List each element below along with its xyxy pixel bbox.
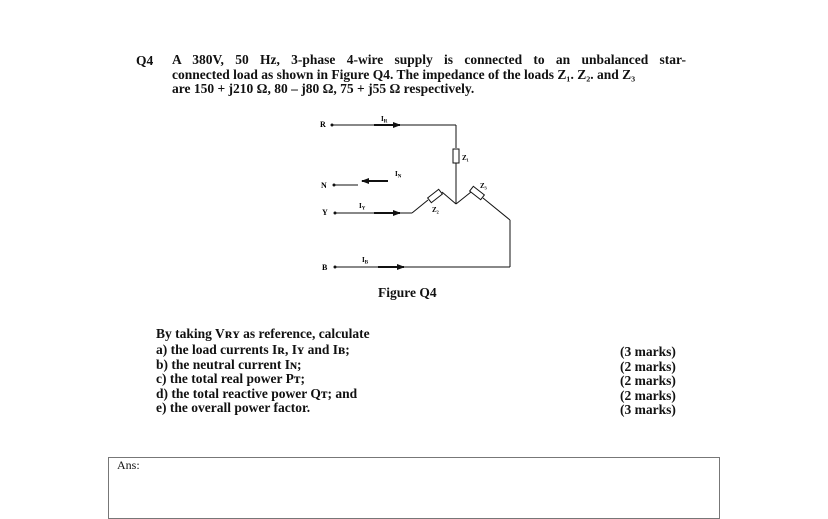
- load-z2-resistor: [428, 189, 443, 202]
- current-y-label: $I_Y$: [359, 202, 366, 212]
- question-line-2: connected load as shown in Figure Q4. The impedance of the loads Z₁. Z₂. and Z₃: [172, 66, 636, 82]
- part-c: c) the total real power Pᴛ;: [156, 371, 305, 387]
- figure-caption: Figure Q4: [378, 285, 437, 300]
- load-z2-label: Z₂: [432, 206, 439, 214]
- marks-d: (2 marks): [620, 387, 676, 403]
- question-parts: [156, 343, 357, 416]
- instructions: By taking Vʀʏ as reference, calculate: [156, 326, 370, 341]
- marks-c: (2 marks): [620, 373, 676, 389]
- answer-label: Ans:: [117, 458, 140, 472]
- part-e: e) the overall power factor.: [156, 400, 311, 416]
- phase-b-line: [322, 220, 510, 272]
- phase-r-line: [320, 115, 456, 148]
- answer-box[interactable]: [108, 457, 720, 519]
- terminal-r-label: R: [320, 120, 326, 129]
- marks-a: (3 marks): [620, 344, 676, 359]
- current-n-label: $I_N$: [395, 170, 402, 180]
- current-r-label: $I_R$: [381, 115, 388, 125]
- load-z1-resistor: [453, 149, 459, 163]
- part-a: a) the load currents Iʀ, Iʏ and Iʙ;: [156, 342, 350, 357]
- marks-column: [620, 345, 676, 418]
- terminal-y-label: Y: [322, 208, 328, 217]
- circuit-diagram: [300, 112, 530, 272]
- marks-b: (2 marks): [620, 358, 676, 374]
- load-z1-label: Z₁: [462, 154, 469, 162]
- question-line-3: are 150 + j210 Ω, 80 – j80 Ω, 75 + j55 Ω respectively.: [172, 81, 475, 96]
- part-b: b) the neutral current Iɴ;: [156, 356, 302, 372]
- question-text: [172, 53, 686, 97]
- marks-e: (3 marks): [620, 402, 676, 418]
- question-line-1: A 380V, 50 Hz, 3-phase 4-wire supply is connected to an unbalanced star-: [172, 52, 686, 67]
- terminal-n-label: N: [321, 181, 327, 190]
- current-b-label: $I_B$: [362, 256, 369, 266]
- question-number: Q4: [136, 53, 154, 68]
- part-d: d) the total reactive power Qᴛ; and: [156, 385, 358, 401]
- neutral-line: [321, 170, 402, 190]
- phase-y-line: [322, 200, 428, 217]
- terminal-b-label: B: [322, 263, 328, 272]
- load-z3-label: Z₃: [480, 182, 487, 190]
